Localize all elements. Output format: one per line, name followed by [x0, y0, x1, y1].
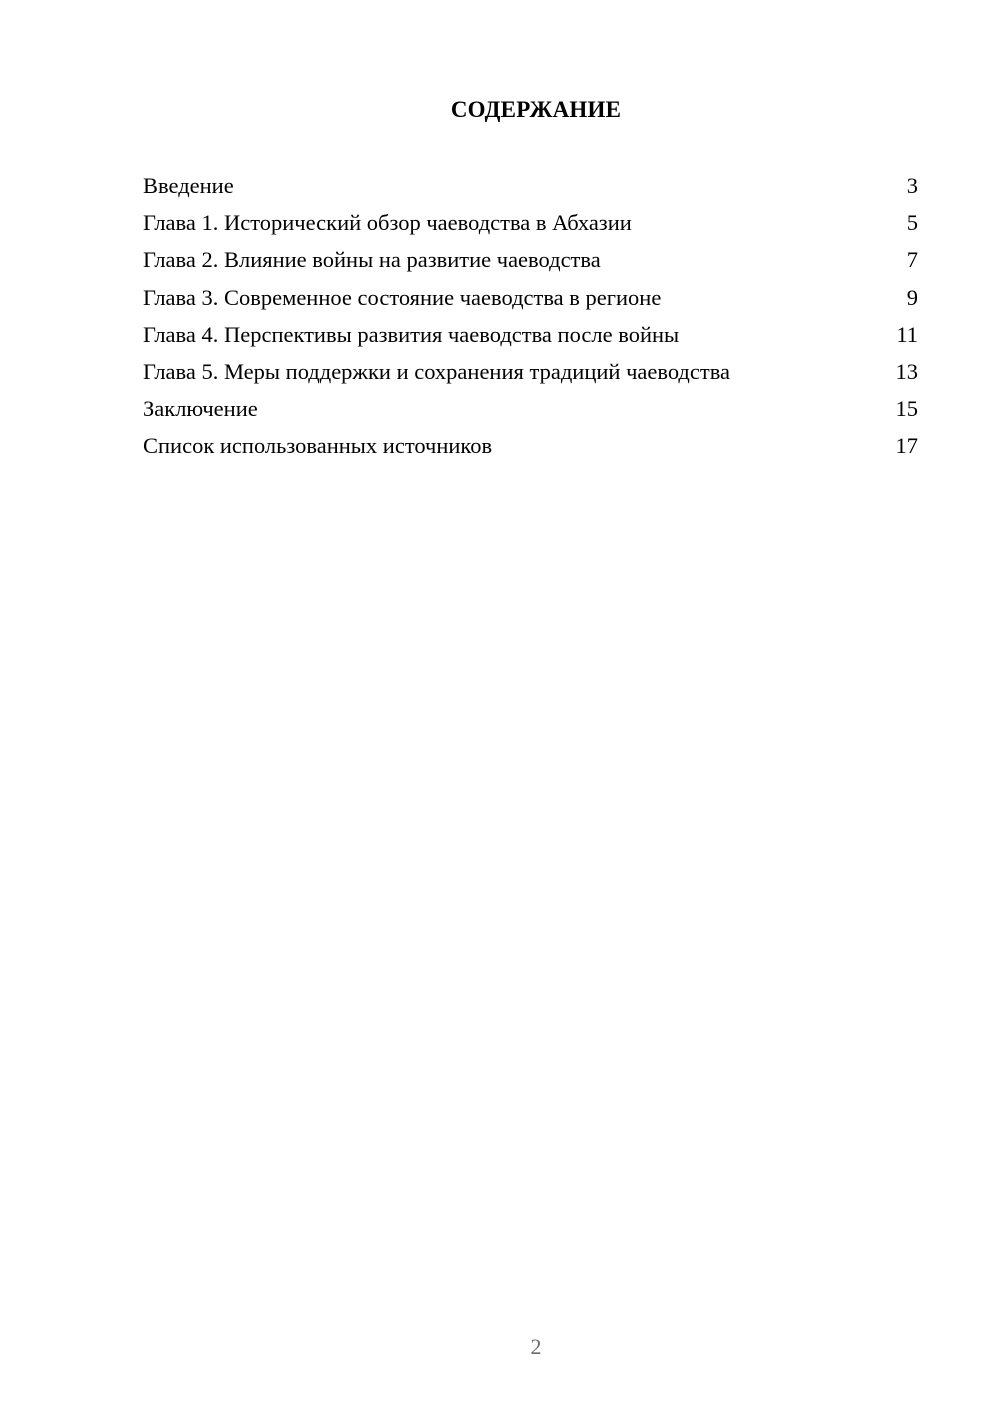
- toc-entry-label: Введение: [143, 173, 234, 198]
- toc-entry-label: Заключение: [143, 396, 258, 422]
- toc-entry-label: Глава 5. Меры поддержки и сохранения традиций чаеводства: [143, 358, 731, 384]
- toc-entry-page-number: 5: [906, 210, 918, 236]
- toc-entry-page-number: 13: [895, 358, 918, 384]
- toc-entry-chapter-2: [143, 241, 918, 278]
- toc-entry-page-number: 7: [906, 247, 918, 273]
- toc-entry-introduction: [143, 167, 918, 204]
- toc-entry-page-number: 15: [895, 396, 918, 422]
- toc-entry-label: Глава 3. Современное состояние чаеводства в регионе: [143, 284, 662, 310]
- toc-entry-page-number: 9: [906, 284, 918, 310]
- toc-entry-references: [143, 427, 918, 464]
- toc-title: СОДЕРЖАНИЕ: [450, 97, 622, 122]
- toc-entry-label: Список использованных источников: [143, 433, 493, 459]
- toc-entry-label: Глава 2. Влияние войны на развитие чаеводства: [143, 247, 601, 273]
- toc-entry-chapter-4: [143, 316, 918, 353]
- toc-entry-label: Глава 1. Исторический обзор чаеводства в Абхазии: [143, 210, 632, 236]
- table-of-contents: [143, 167, 918, 465]
- toc-entry-page-number: 3: [906, 173, 918, 198]
- page-number: 2: [530, 1334, 542, 1359]
- toc-entry-chapter-3: [143, 279, 918, 316]
- toc-entry-page-number: 11: [896, 321, 918, 347]
- toc-entry-label: Глава 4. Перспективы развития чаеводства после войны: [143, 321, 680, 347]
- toc-entry-chapter-1: [143, 204, 918, 241]
- toc-entry-page-number: 17: [895, 433, 918, 459]
- toc-entry-conclusion: [143, 390, 918, 427]
- toc-entry-chapter-5: [143, 353, 918, 390]
